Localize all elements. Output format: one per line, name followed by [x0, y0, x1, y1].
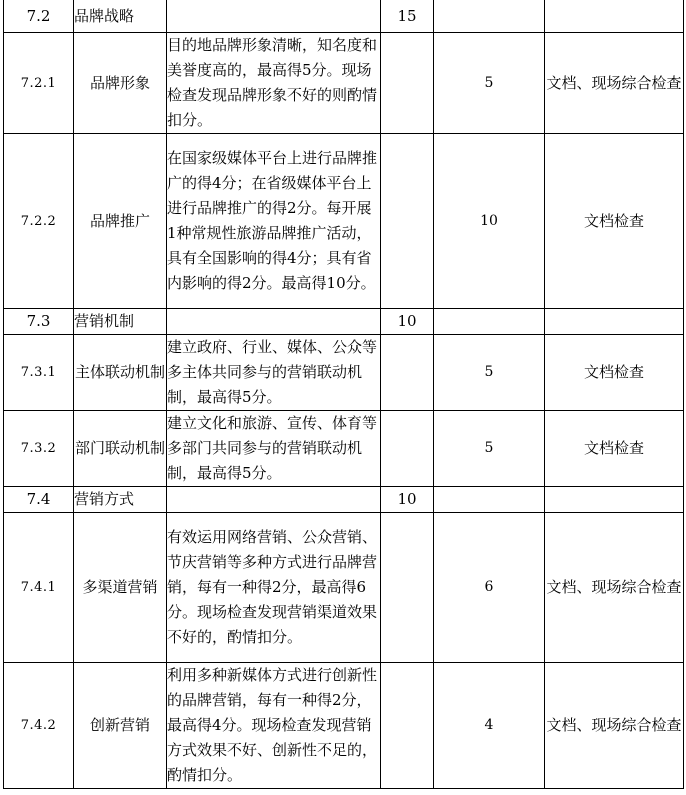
scoring-table — [3, 0, 684, 789]
table-row — [4, 663, 684, 789]
item-name: 主体联动机制 — [74, 335, 167, 411]
item-check-method: 文档、现场综合检查 — [545, 33, 684, 134]
item-check-method: 文档、现场综合检查 — [545, 663, 684, 789]
item-total-score — [381, 134, 434, 309]
item-total-score — [381, 33, 434, 134]
item-name: 创新营销 — [74, 663, 167, 789]
item-criteria: 在国家级媒体平台上进行品牌推广的得4分；在省级媒体平台上进行品牌推广的得2分。每开展1种常规性旅游品牌推广活动，具有全国影响的得4分；具有省内影响的得2分。最高得10分。 — [167, 134, 381, 309]
item-criteria: 建立文化和旅游、宣传、体育等多部门共同参与的营销联动机制，最高得5分。 — [167, 411, 381, 487]
item-name: 营销方式 — [74, 487, 167, 513]
table-row — [4, 411, 684, 487]
item-criteria — [167, 309, 381, 335]
item-number: 7.4.2 — [4, 663, 74, 789]
table-row — [4, 487, 684, 513]
item-number: 7.4 — [4, 487, 74, 513]
item-check-method: 文档检查 — [545, 335, 684, 411]
item-number: 7.3 — [4, 309, 74, 335]
item-name: 营销机制 — [74, 309, 167, 335]
item-check-method — [545, 487, 684, 513]
item-criteria — [167, 487, 381, 513]
item-score: 4 — [434, 663, 545, 789]
table-row — [4, 0, 684, 33]
item-criteria — [167, 0, 381, 33]
item-total-score — [381, 335, 434, 411]
table-row — [4, 513, 684, 663]
item-check-method — [545, 0, 684, 33]
item-number: 7.2.2 — [4, 134, 74, 309]
item-check-method: 文档检查 — [545, 411, 684, 487]
table-row — [4, 335, 684, 411]
item-criteria: 目的地品牌形象清晰，知名度和美誉度高的，最高得5分。现场检查发现品牌形象不好的则酌情扣分。 — [167, 33, 381, 134]
item-name: 多渠道营销 — [74, 513, 167, 663]
item-number: 7.4.1 — [4, 513, 74, 663]
item-number: 7.2.1 — [4, 33, 74, 134]
item-total-score — [381, 411, 434, 487]
item-total-score: 15 — [381, 0, 434, 33]
table-row — [4, 134, 684, 309]
item-number: 7.2 — [4, 0, 74, 33]
item-total-score — [381, 513, 434, 663]
item-score: 10 — [434, 134, 545, 309]
item-total-score: 10 — [381, 487, 434, 513]
item-check-method: 文档、现场综合检查 — [545, 513, 684, 663]
item-name: 品牌战略 — [74, 0, 167, 33]
item-criteria: 有效运用网络营销、公众营销、节庆营销等多种方式进行品牌营销，每有一种得2分，最高得6分。现场检查发现营销渠道效果不好的，酌情扣分。 — [167, 513, 381, 663]
item-total-score: 10 — [381, 309, 434, 335]
table-row — [4, 309, 684, 335]
item-score: 5 — [434, 335, 545, 411]
item-name: 部门联动机制 — [74, 411, 167, 487]
item-score — [434, 487, 545, 513]
item-score: 5 — [434, 33, 545, 134]
item-number: 7.3.2 — [4, 411, 74, 487]
item-score: 5 — [434, 411, 545, 487]
item-score — [434, 309, 545, 335]
item-criteria: 建立政府、行业、媒体、公众等多主体共同参与的营销联动机制，最高得5分。 — [167, 335, 381, 411]
item-name: 品牌推广 — [74, 134, 167, 309]
item-criteria: 利用多种新媒体方式进行创新性的品牌营销，每有一种得2分，最高得4分。现场检查发现营销方式效果不好、创新性不足的，酌情扣分。 — [167, 663, 381, 789]
item-check-method: 文档检查 — [545, 134, 684, 309]
item-score: 6 — [434, 513, 545, 663]
item-name: 品牌形象 — [74, 33, 167, 134]
table-row — [4, 33, 684, 134]
item-total-score — [381, 663, 434, 789]
item-score — [434, 0, 545, 33]
item-number: 7.3.1 — [4, 335, 74, 411]
item-check-method — [545, 309, 684, 335]
